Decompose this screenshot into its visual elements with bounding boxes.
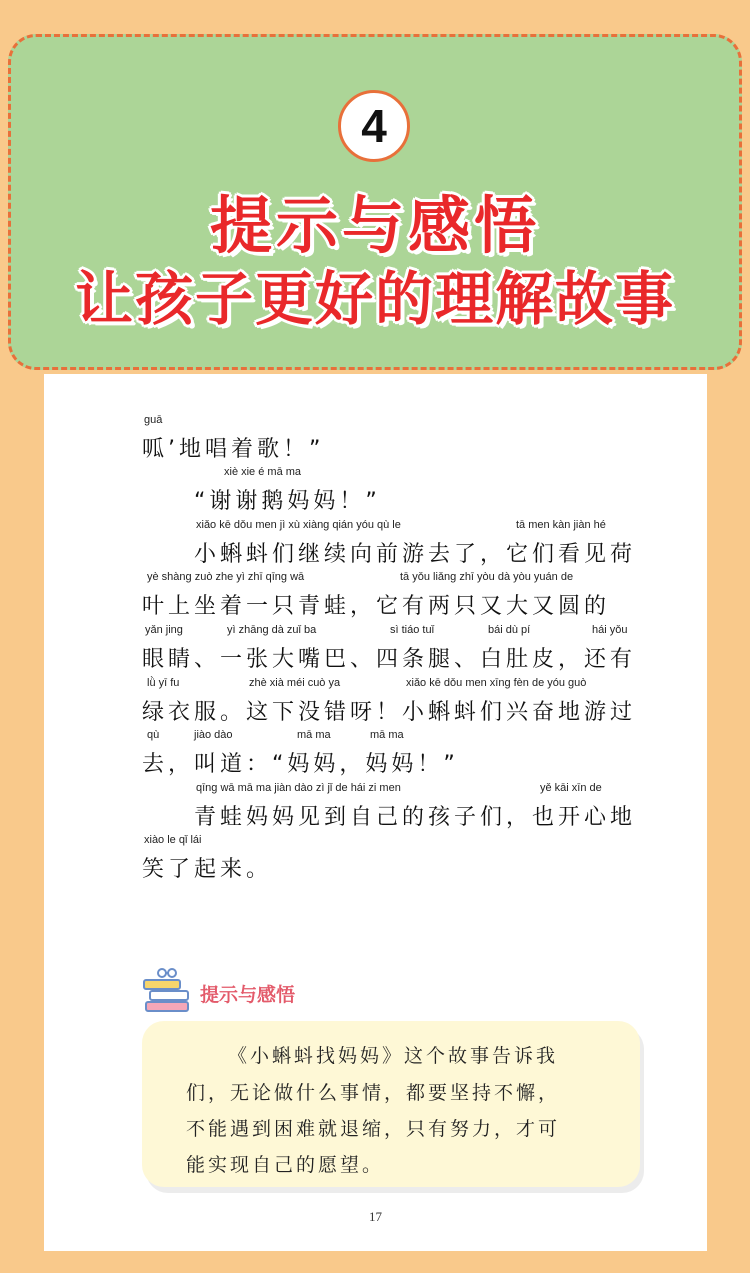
story-text: 绿衣服。这下没错呀！小蝌蚪们兴奋地游过	[142, 700, 637, 725]
page-number: 17	[369, 1209, 382, 1224]
section-number-badge: 4	[338, 90, 410, 162]
pinyin: qīng wā mā ma jiàn dào zì jǐ de hái zi men	[196, 782, 401, 794]
pinyin: tā yǒu liǎng zhī yòu dà yòu yuán de	[400, 571, 574, 583]
pinyin: bái dù pí	[488, 624, 531, 636]
tip-text-line: 《小蝌蚪找妈妈》这个故事告诉我	[228, 1045, 559, 1067]
pinyin: yě kāi xīn de	[540, 782, 602, 794]
pinyin: xiào le qǐ lái	[144, 834, 202, 846]
story-text: “谢谢鹅妈妈！”	[194, 489, 381, 514]
story-text: 呱’地唱着歌！”	[142, 437, 325, 462]
pinyin: jiào dào	[194, 729, 233, 741]
story-text: 眼睛、一张大嘴巴、四条腿、白肚皮，还有	[142, 647, 637, 672]
tip-title: 提示与感悟	[200, 984, 296, 1006]
pinyin: xiè xie é mā ma	[224, 466, 302, 478]
pinyin: zhè xià méi cuò ya	[249, 677, 341, 689]
pinyin: mā ma	[297, 729, 331, 741]
pinyin: lǜ yī fu	[147, 677, 180, 689]
tip-text-line: 能实现自己的愿望。	[186, 1154, 385, 1176]
story-text: 去，叫道：“妈妈，妈妈！”	[142, 752, 459, 777]
pinyin: yì zhāng dà zuǐ ba	[227, 624, 317, 636]
pinyin: xiǎo kē dǒu men xīng fèn de yóu guò	[406, 677, 587, 689]
book-page	[44, 374, 707, 1251]
story-text: 笑了起来。	[142, 857, 273, 882]
tip-box	[142, 1021, 640, 1187]
pinyin: xiǎo kē dǒu men jì xù xiàng qián yóu qù le	[196, 519, 401, 531]
pinyin: yǎn jing	[145, 624, 183, 636]
pinyin: qù	[147, 729, 160, 741]
banner-title-line2: 让孩子更好的理解故事	[74, 265, 675, 333]
story-text: 小蝌蚪们继续向前游去了，它们看见荷	[194, 542, 637, 567]
pinyin: guā	[144, 414, 163, 426]
story-text: 叶上坐着一只青蛙，它有两只又大又圆的	[142, 594, 611, 619]
tip-text-line: 不能遇到困难就退缩，只有努力，才可	[186, 1118, 561, 1140]
pinyin: mā ma	[370, 729, 404, 741]
story-text: 青蛙妈妈见到自己的孩子们，也开心地	[194, 805, 637, 830]
banner-title-line1: 提示与感悟	[209, 189, 540, 262]
pinyin: tā men kàn jiàn hé	[516, 519, 606, 531]
tip-text-line: 们，无论做什么事情，都要坚持不懈，	[186, 1082, 561, 1104]
pinyin: hái yǒu	[592, 624, 628, 636]
pinyin: yè shàng zuò zhe yì zhī qīng wā	[147, 571, 305, 583]
stacked-books-icon	[140, 966, 196, 1018]
pinyin: sì tiáo tuǐ	[390, 624, 435, 636]
